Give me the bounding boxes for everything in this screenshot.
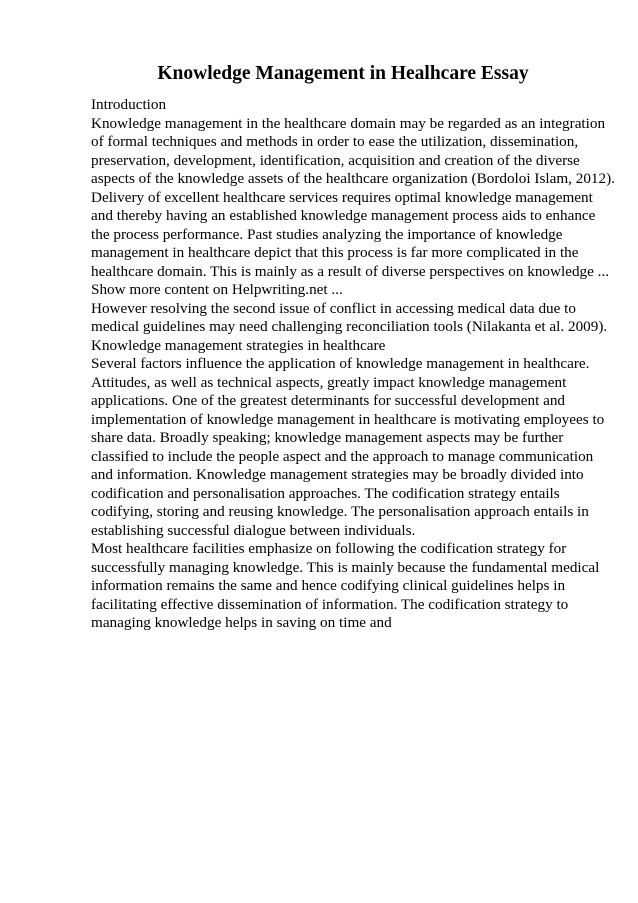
body-text-line: managing knowledge helps in saving on time and	[91, 614, 392, 631]
body-text-line: classified to include the people aspect and the approach to manage communication	[91, 447, 594, 465]
body-text-line: facilitating effective dissemination of information. The codification strategy to	[91, 595, 569, 613]
body-text-line: aspects of the knowledge assets of the healthcare organization (Bordoloi Islam, 2012).	[91, 170, 615, 187]
body-text-line: healthcare domain. This is mainly as a result of diverse perspectives on knowledge ...	[91, 262, 610, 280]
body-text-line: Knowledge management in the healthcare domain may be regarded as an integration	[91, 114, 606, 132]
body-text-line: management in healthcare depict that this process is far more complicated in the	[91, 244, 579, 261]
body-text-line: Most healthcare facilities emphasize on following the codification strategy for	[91, 540, 567, 557]
body-text-line: Attitudes, as well as technical aspects, greatly impact knowledge management	[91, 373, 567, 391]
body-text-line: Introduction	[91, 96, 167, 113]
body-text-line: share data. Broadly speaking; knowledge management aspects may be further	[91, 429, 564, 446]
document-title: Knowledge Management in Healhcare Essay	[157, 63, 529, 84]
body-text-line: establishing successful dialogue between individuals.	[91, 521, 416, 539]
body-text-line: codification and personalisation approaches. The codification strategy entails	[91, 484, 560, 502]
body-text-line: and thereby having an established knowledge management process aids to enhance	[91, 207, 596, 224]
body-text-line: implementation of knowledge management in healthcare is motivating employees to	[91, 410, 605, 428]
document-body	[91, 96, 631, 633]
body-text-line: medical guidelines may need challenging reconciliation tools (Nilakanta et al. 2009).	[91, 318, 608, 335]
body-text-line: Delivery of excellent healthcare services requires optimal knowledge management	[91, 188, 593, 206]
body-text-line: information remains the same and hence codifying clinical guidelines helps in	[91, 577, 566, 594]
body-text-line: successfully managing knowledge. This is mainly because the fundamental medical	[91, 558, 600, 576]
body-text-line: and information. Knowledge management strategies may be broadly divided into	[91, 466, 584, 483]
body-text-line: of formal techniques and methods in order to ease the utilization, dissemination,	[91, 133, 579, 150]
body-text-line: preservation, development, identification, acquisition and creation of the diverse	[91, 151, 580, 169]
body-text-line: Knowledge management strategies in healthcare	[91, 336, 386, 354]
body-text-line: Several factors influence the application of knowledge management in healthcare.	[91, 355, 590, 372]
body-text-line: codifying, storing and reusing knowledge. The personalisation approach entails in	[91, 503, 589, 520]
body-text-line: However resolving the second issue of conflict in accessing medical data due to	[91, 299, 576, 317]
body-text-line: Show more content on Helpwriting.net ...	[91, 281, 343, 298]
body-text-line: applications. One of the greatest determinants for successful development and	[91, 392, 566, 409]
body-text-line: the process performance. Past studies analyzing the importance of knowledge	[91, 225, 563, 243]
